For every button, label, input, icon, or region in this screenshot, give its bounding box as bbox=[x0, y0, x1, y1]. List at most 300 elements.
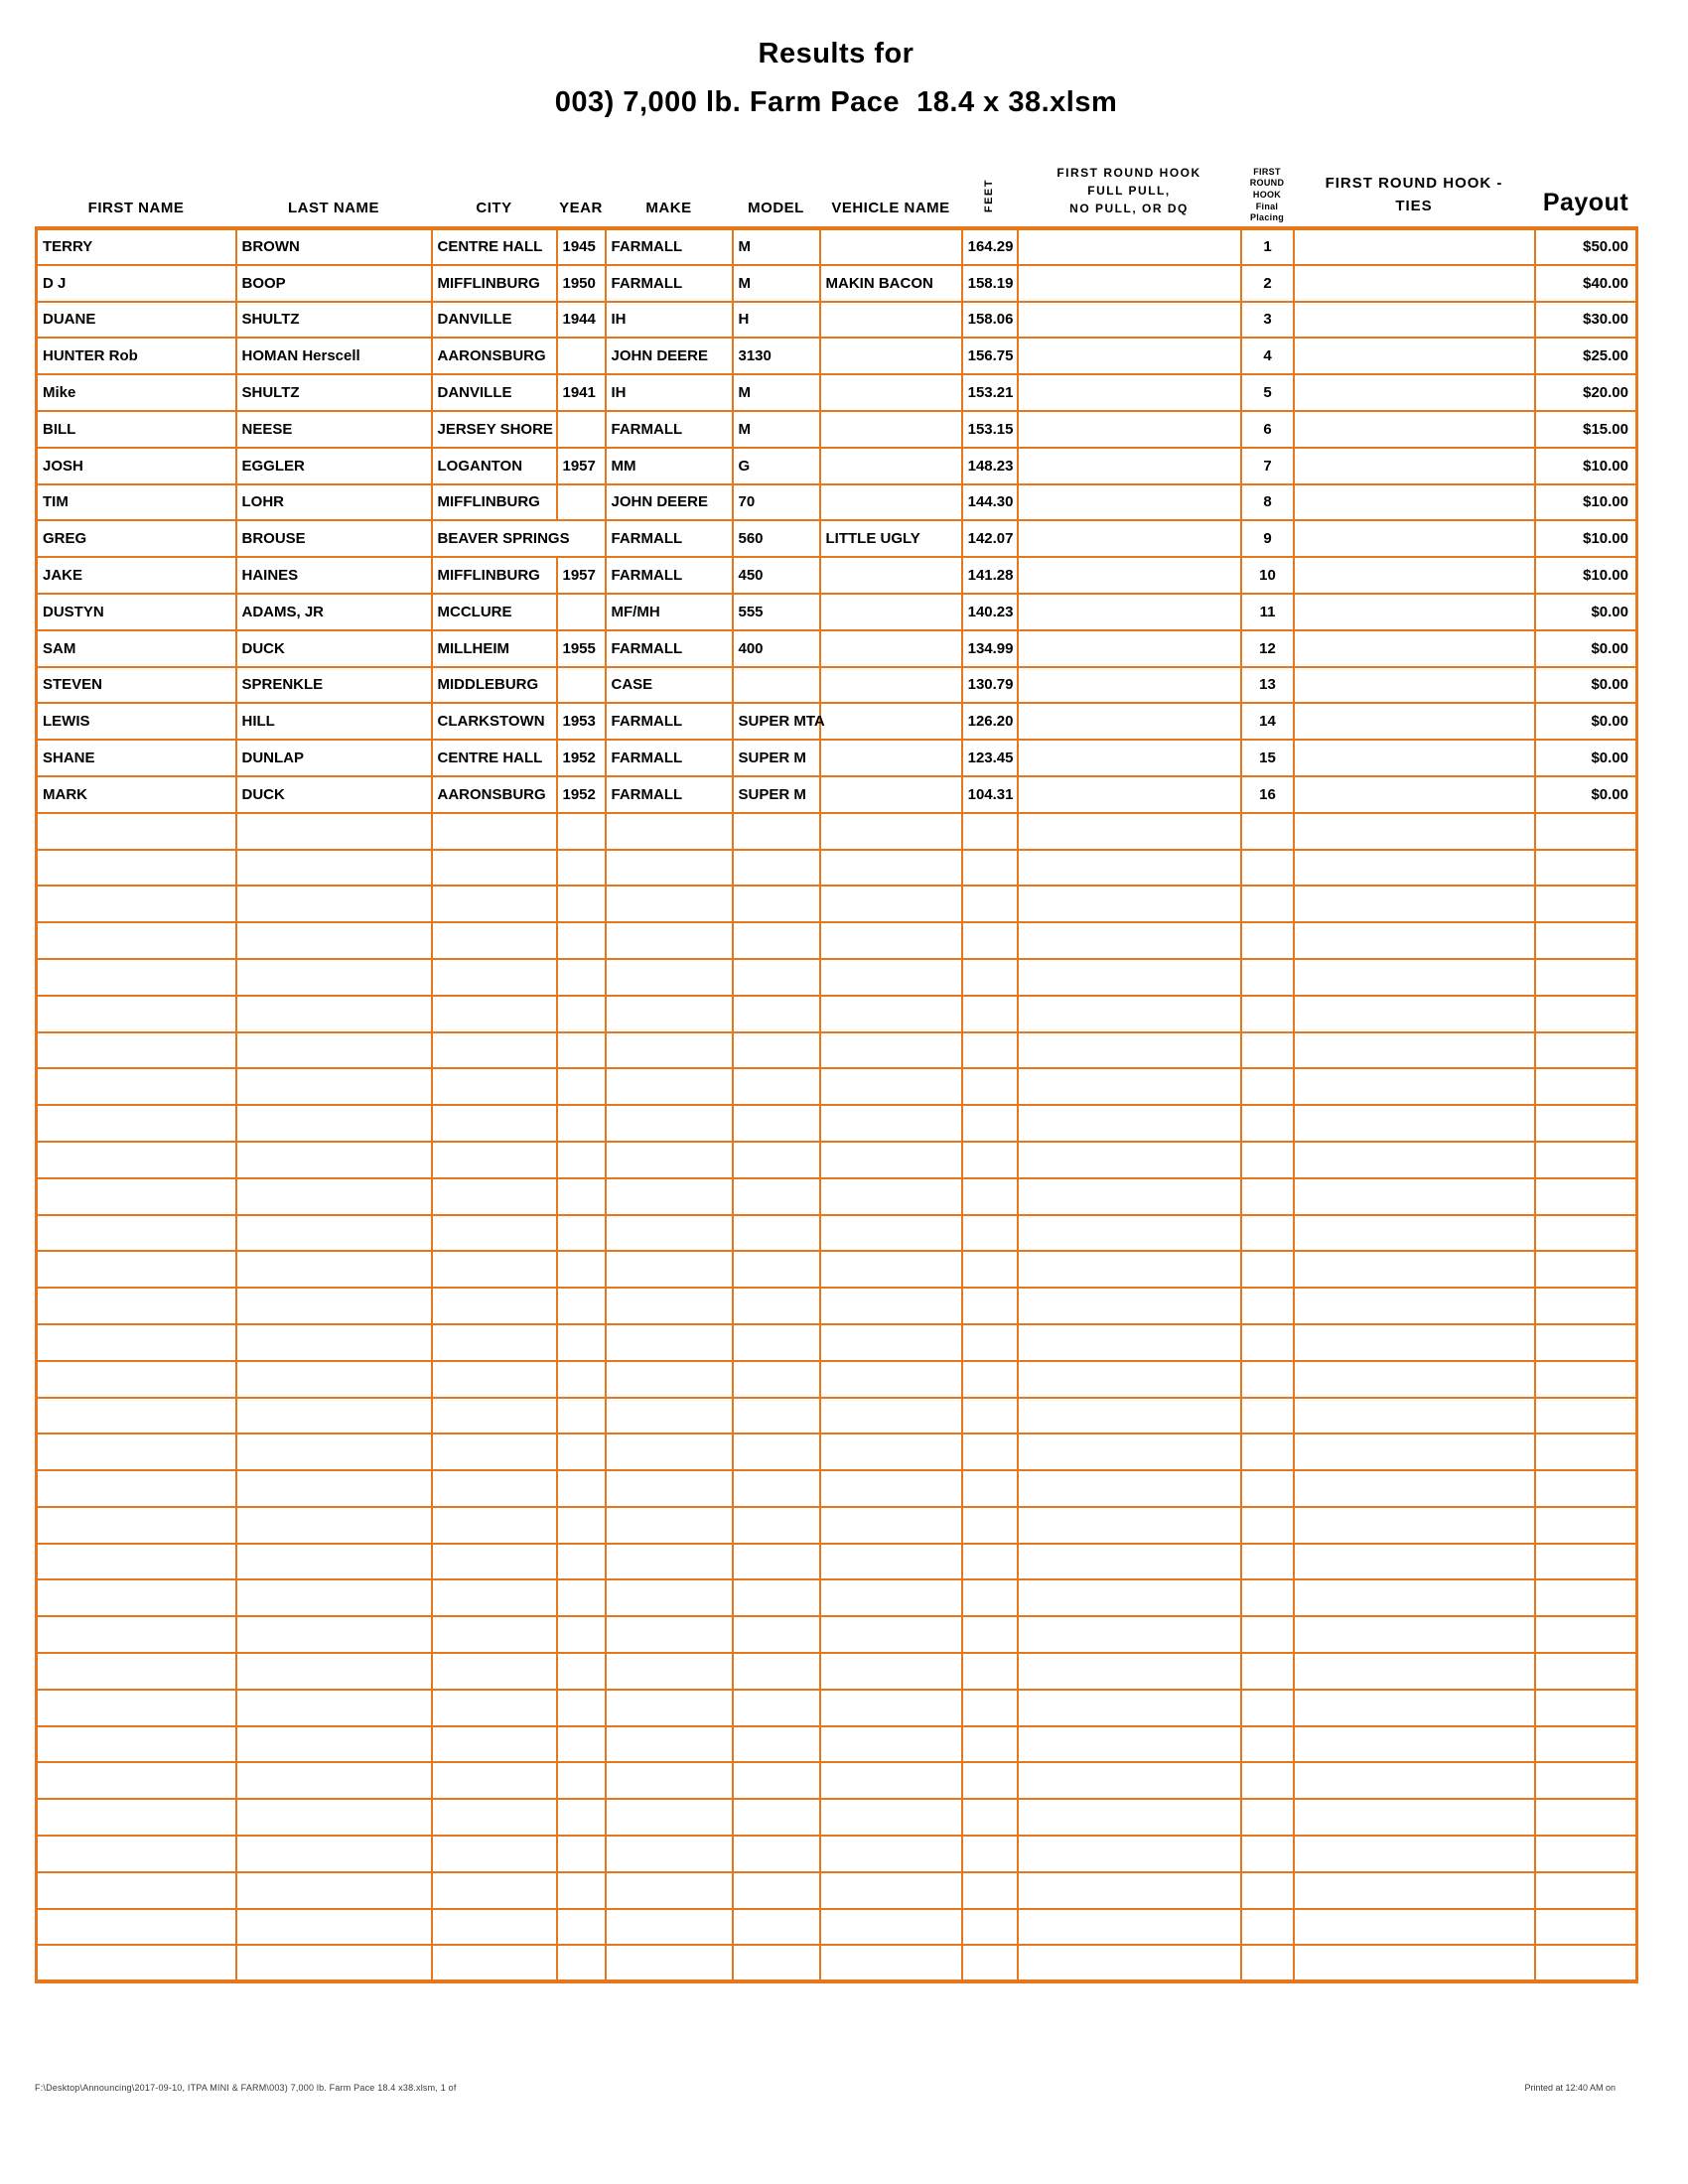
empty-table-row bbox=[37, 1690, 1637, 1726]
cell-vehicle-name bbox=[820, 484, 962, 521]
cell-payout bbox=[1535, 996, 1637, 1032]
cell-first-name: TIM bbox=[37, 484, 236, 521]
cell-feet bbox=[962, 996, 1018, 1032]
cell-make bbox=[606, 1726, 733, 1763]
cell-make: JOHN DEERE bbox=[606, 338, 733, 374]
cell-make bbox=[606, 1251, 733, 1288]
cell-feet: 153.21 bbox=[962, 374, 1018, 411]
empty-table-row bbox=[37, 1251, 1637, 1288]
cell-first-name: STEVEN bbox=[37, 667, 236, 704]
cell-make: FARMALL bbox=[606, 228, 733, 265]
cell-year: 1950 bbox=[557, 265, 606, 302]
cell-feet bbox=[962, 1398, 1018, 1434]
cell-make bbox=[606, 1068, 733, 1105]
cell-feet bbox=[962, 1616, 1018, 1653]
cell-last-name: BOOP bbox=[236, 265, 432, 302]
cell-full-pull bbox=[1018, 1872, 1241, 1909]
cell-last-name: HAINES bbox=[236, 557, 432, 594]
cell-full-pull bbox=[1018, 1544, 1241, 1580]
cell-last-name: HOMAN Herscell bbox=[236, 338, 432, 374]
cell-first-name bbox=[37, 1068, 236, 1105]
cell-vehicle-name bbox=[820, 448, 962, 484]
cell-placing bbox=[1241, 1909, 1294, 1946]
cell-model: SUPER MTA bbox=[733, 703, 820, 740]
cell-feet: 156.75 bbox=[962, 338, 1018, 374]
cell-vehicle-name bbox=[820, 1507, 962, 1544]
page-title: Results for bbox=[758, 38, 914, 69]
cell-year bbox=[557, 1836, 606, 1872]
cell-full-pull bbox=[1018, 520, 1241, 557]
cell-make bbox=[606, 1799, 733, 1836]
column-header-label: LAST NAME bbox=[288, 200, 379, 216]
cell-full-pull bbox=[1018, 1032, 1241, 1069]
cell-placing bbox=[1241, 1324, 1294, 1361]
report-sheet bbox=[35, 0, 1637, 2093]
cell-make: CASE bbox=[606, 667, 733, 704]
cell-ties bbox=[1294, 1872, 1535, 1909]
cell-feet bbox=[962, 1799, 1018, 1836]
cell-city bbox=[432, 1288, 557, 1324]
cell-payout bbox=[1535, 1945, 1637, 1981]
cell-make: FARMALL bbox=[606, 520, 733, 557]
cell-payout: $30.00 bbox=[1535, 302, 1637, 339]
cell-placing: 14 bbox=[1241, 703, 1294, 740]
cell-full-pull bbox=[1018, 265, 1241, 302]
cell-vehicle-name bbox=[820, 1872, 962, 1909]
cell-make bbox=[606, 1507, 733, 1544]
cell-feet bbox=[962, 1909, 1018, 1946]
cell-placing: 11 bbox=[1241, 594, 1294, 630]
cell-model: SUPER M bbox=[733, 740, 820, 776]
cell-full-pull bbox=[1018, 1178, 1241, 1215]
cell-model: 400 bbox=[733, 630, 820, 667]
column-header-first-round-hook-ties bbox=[1294, 151, 1535, 228]
cell-first-name bbox=[37, 1909, 236, 1946]
cell-vehicle-name bbox=[820, 228, 962, 265]
cell-city: DANVILLE bbox=[432, 302, 557, 339]
cell-last-name bbox=[236, 1470, 432, 1507]
cell-ties bbox=[1294, 886, 1535, 922]
cell-placing: 10 bbox=[1241, 557, 1294, 594]
cell-year bbox=[557, 850, 606, 887]
cell-ties bbox=[1294, 1799, 1535, 1836]
cell-city bbox=[432, 1799, 557, 1836]
cell-first-name bbox=[37, 1690, 236, 1726]
cell-last-name: SHULTZ bbox=[236, 302, 432, 339]
cell-first-name: HUNTER Rob bbox=[37, 338, 236, 374]
cell-last-name: EGGLER bbox=[236, 448, 432, 484]
cell-payout bbox=[1535, 1690, 1637, 1726]
cell-vehicle-name: LITTLE UGLY bbox=[820, 520, 962, 557]
cell-city: MIFFLINBURG bbox=[432, 557, 557, 594]
cell-vehicle-name bbox=[820, 374, 962, 411]
cell-city bbox=[432, 1544, 557, 1580]
cell-payout: $40.00 bbox=[1535, 265, 1637, 302]
cell-last-name: SPRENKLE bbox=[236, 667, 432, 704]
cell-feet bbox=[962, 1726, 1018, 1763]
cell-year bbox=[557, 1616, 606, 1653]
cell-ties bbox=[1294, 1507, 1535, 1544]
column-header-label: Payout bbox=[1542, 189, 1629, 216]
cell-full-pull bbox=[1018, 338, 1241, 374]
cell-payout bbox=[1535, 1324, 1637, 1361]
cell-ties bbox=[1294, 813, 1535, 850]
cell-ties bbox=[1294, 265, 1535, 302]
cell-first-name bbox=[37, 1653, 236, 1690]
cell-vehicle-name: MAKIN BACON bbox=[820, 265, 962, 302]
cell-full-pull bbox=[1018, 1105, 1241, 1142]
empty-table-row bbox=[37, 1726, 1637, 1763]
cell-first-name bbox=[37, 1251, 236, 1288]
cell-feet: 130.79 bbox=[962, 667, 1018, 704]
cell-last-name bbox=[236, 1032, 432, 1069]
cell-ties bbox=[1294, 1068, 1535, 1105]
cell-placing bbox=[1241, 1398, 1294, 1434]
cell-ties bbox=[1294, 1579, 1535, 1616]
cell-vehicle-name bbox=[820, 1178, 962, 1215]
table-row bbox=[37, 776, 1637, 813]
cell-first-name bbox=[37, 1215, 236, 1252]
table-row bbox=[37, 594, 1637, 630]
cell-city bbox=[432, 1251, 557, 1288]
cell-model: 3130 bbox=[733, 338, 820, 374]
cell-make: FARMALL bbox=[606, 411, 733, 448]
cell-city: LOGANTON bbox=[432, 448, 557, 484]
cell-vehicle-name bbox=[820, 703, 962, 740]
empty-table-row bbox=[37, 1507, 1637, 1544]
cell-ties bbox=[1294, 1836, 1535, 1872]
cell-city bbox=[432, 813, 557, 850]
cell-feet bbox=[962, 1872, 1018, 1909]
cell-year bbox=[557, 996, 606, 1032]
cell-full-pull bbox=[1018, 228, 1241, 265]
cell-first-name bbox=[37, 813, 236, 850]
cell-first-name: D J bbox=[37, 265, 236, 302]
cell-ties bbox=[1294, 1142, 1535, 1178]
cell-year: 1955 bbox=[557, 630, 606, 667]
cell-payout bbox=[1535, 1105, 1637, 1142]
cell-ties bbox=[1294, 1616, 1535, 1653]
cell-placing bbox=[1241, 1105, 1294, 1142]
cell-placing: 5 bbox=[1241, 374, 1294, 411]
column-header-first-round-hook-result bbox=[1018, 151, 1241, 228]
cell-payout bbox=[1535, 1433, 1637, 1470]
column-header-payout bbox=[1535, 151, 1637, 228]
empty-table-row bbox=[37, 922, 1637, 959]
cell-year bbox=[557, 667, 606, 704]
cell-make bbox=[606, 1433, 733, 1470]
cell-last-name bbox=[236, 1324, 432, 1361]
cell-first-name: SHANE bbox=[37, 740, 236, 776]
header-line: NO PULL, OR DQ bbox=[1069, 202, 1189, 215]
cell-first-name: MARK bbox=[37, 776, 236, 813]
column-header-label-vertical: FEET bbox=[983, 178, 995, 212]
cell-year bbox=[557, 1579, 606, 1616]
cell-last-name: BROUSE bbox=[236, 520, 432, 557]
header-line: ROUND bbox=[1249, 178, 1285, 189]
cell-payout bbox=[1535, 1178, 1637, 1215]
column-header-city bbox=[432, 151, 557, 228]
cell-feet bbox=[962, 886, 1018, 922]
cell-ties bbox=[1294, 448, 1535, 484]
cell-vehicle-name bbox=[820, 1324, 962, 1361]
empty-table-row bbox=[37, 1142, 1637, 1178]
cell-full-pull bbox=[1018, 1726, 1241, 1763]
cell-feet: 158.19 bbox=[962, 265, 1018, 302]
empty-table-row bbox=[37, 1288, 1637, 1324]
cell-vehicle-name bbox=[820, 1616, 962, 1653]
print-footer bbox=[35, 2083, 1635, 2093]
cell-full-pull bbox=[1018, 1836, 1241, 1872]
column-header-label: VEHICLE NAME bbox=[831, 200, 950, 216]
cell-placing bbox=[1241, 886, 1294, 922]
cell-full-pull bbox=[1018, 1324, 1241, 1361]
cell-vehicle-name bbox=[820, 959, 962, 996]
cell-feet: 123.45 bbox=[962, 740, 1018, 776]
cell-city bbox=[432, 1470, 557, 1507]
cell-make bbox=[606, 922, 733, 959]
cell-city: AARONSBURG bbox=[432, 338, 557, 374]
cell-last-name bbox=[236, 886, 432, 922]
cell-year bbox=[557, 922, 606, 959]
table-row bbox=[37, 228, 1637, 265]
cell-model bbox=[733, 1324, 820, 1361]
cell-city bbox=[432, 1653, 557, 1690]
cell-vehicle-name bbox=[820, 1799, 962, 1836]
cell-first-name bbox=[37, 922, 236, 959]
cell-last-name bbox=[236, 1799, 432, 1836]
cell-full-pull bbox=[1018, 594, 1241, 630]
cell-payout bbox=[1535, 1836, 1637, 1872]
cell-full-pull bbox=[1018, 667, 1241, 704]
cell-placing bbox=[1241, 1251, 1294, 1288]
cell-feet bbox=[962, 1361, 1018, 1398]
cell-year bbox=[557, 1361, 606, 1398]
cell-make bbox=[606, 1142, 733, 1178]
cell-first-name bbox=[37, 1142, 236, 1178]
cell-make bbox=[606, 1215, 733, 1252]
cell-placing bbox=[1241, 1361, 1294, 1398]
empty-table-row bbox=[37, 1324, 1637, 1361]
cell-ties bbox=[1294, 740, 1535, 776]
cell-vehicle-name bbox=[820, 1105, 962, 1142]
cell-city bbox=[432, 1324, 557, 1361]
cell-city bbox=[432, 886, 557, 922]
cell-last-name: DUCK bbox=[236, 776, 432, 813]
cell-model bbox=[733, 1142, 820, 1178]
cell-model bbox=[733, 1544, 820, 1580]
empty-table-row bbox=[37, 1215, 1637, 1252]
cell-city: MCCLURE bbox=[432, 594, 557, 630]
cell-last-name: LOHR bbox=[236, 484, 432, 521]
cell-feet: 142.07 bbox=[962, 520, 1018, 557]
cell-full-pull bbox=[1018, 411, 1241, 448]
cell-full-pull bbox=[1018, 886, 1241, 922]
cell-vehicle-name bbox=[820, 996, 962, 1032]
cell-make bbox=[606, 1398, 733, 1434]
cell-full-pull bbox=[1018, 374, 1241, 411]
cell-year bbox=[557, 1909, 606, 1946]
cell-placing bbox=[1241, 959, 1294, 996]
cell-make bbox=[606, 1032, 733, 1069]
cell-full-pull bbox=[1018, 703, 1241, 740]
cell-year bbox=[557, 813, 606, 850]
cell-vehicle-name bbox=[820, 850, 962, 887]
cell-placing: 12 bbox=[1241, 630, 1294, 667]
cell-last-name bbox=[236, 1653, 432, 1690]
cell-city bbox=[432, 1032, 557, 1069]
cell-model bbox=[733, 1398, 820, 1434]
cell-vehicle-name bbox=[820, 1690, 962, 1726]
table-row bbox=[37, 374, 1637, 411]
cell-feet bbox=[962, 1105, 1018, 1142]
cell-last-name: SHULTZ bbox=[236, 374, 432, 411]
cell-ties bbox=[1294, 1726, 1535, 1763]
cell-payout bbox=[1535, 1653, 1637, 1690]
column-header-feet bbox=[962, 151, 1018, 228]
empty-table-row bbox=[37, 1653, 1637, 1690]
cell-make: MM bbox=[606, 448, 733, 484]
table-row bbox=[37, 338, 1637, 374]
column-header-multiline bbox=[1294, 172, 1535, 218]
empty-table-row bbox=[37, 1361, 1637, 1398]
cell-city: MIDDLEBURG bbox=[432, 667, 557, 704]
cell-full-pull bbox=[1018, 1398, 1241, 1434]
cell-ties bbox=[1294, 959, 1535, 996]
cell-full-pull bbox=[1018, 302, 1241, 339]
cell-model bbox=[733, 1032, 820, 1069]
cell-payout bbox=[1535, 959, 1637, 996]
cell-placing bbox=[1241, 922, 1294, 959]
cell-full-pull bbox=[1018, 448, 1241, 484]
cell-year bbox=[557, 1945, 606, 1981]
cell-vehicle-name bbox=[820, 813, 962, 850]
cell-placing bbox=[1241, 1836, 1294, 1872]
cell-payout bbox=[1535, 1799, 1637, 1836]
cell-year bbox=[557, 886, 606, 922]
cell-last-name bbox=[236, 1251, 432, 1288]
cell-vehicle-name bbox=[820, 1470, 962, 1507]
cell-city bbox=[432, 1726, 557, 1763]
cell-city bbox=[432, 1579, 557, 1616]
cell-make bbox=[606, 1178, 733, 1215]
results-table-header bbox=[37, 151, 1637, 228]
cell-placing bbox=[1241, 850, 1294, 887]
cell-model bbox=[733, 1909, 820, 1946]
cell-model: M bbox=[733, 374, 820, 411]
page-subtitle-filename: 003) 7,000 lb. Farm Pace 18.4 x 38.xlsm bbox=[554, 86, 1118, 118]
cell-year bbox=[557, 594, 606, 630]
table-row bbox=[37, 740, 1637, 776]
cell-make bbox=[606, 996, 733, 1032]
cell-payout bbox=[1535, 1909, 1637, 1946]
empty-table-row bbox=[37, 996, 1637, 1032]
cell-vehicle-name bbox=[820, 1251, 962, 1288]
cell-ties bbox=[1294, 1653, 1535, 1690]
cell-year bbox=[557, 1178, 606, 1215]
cell-city: CENTRE HALL bbox=[432, 228, 557, 265]
cell-city bbox=[432, 850, 557, 887]
cell-feet bbox=[962, 1288, 1018, 1324]
cell-placing bbox=[1241, 1872, 1294, 1909]
cell-feet bbox=[962, 1251, 1018, 1288]
cell-model: 450 bbox=[733, 557, 820, 594]
empty-table-row bbox=[37, 1909, 1637, 1946]
cell-payout: $0.00 bbox=[1535, 740, 1637, 776]
cell-payout: $0.00 bbox=[1535, 594, 1637, 630]
cell-make: FARMALL bbox=[606, 740, 733, 776]
cell-ties bbox=[1294, 411, 1535, 448]
cell-feet bbox=[962, 1142, 1018, 1178]
cell-placing bbox=[1241, 1544, 1294, 1580]
cell-payout bbox=[1535, 1579, 1637, 1616]
cell-last-name bbox=[236, 1142, 432, 1178]
cell-feet: 126.20 bbox=[962, 703, 1018, 740]
cell-feet bbox=[962, 1579, 1018, 1616]
cell-placing bbox=[1241, 1653, 1294, 1690]
cell-vehicle-name bbox=[820, 1544, 962, 1580]
cell-city bbox=[432, 1433, 557, 1470]
cell-first-name bbox=[37, 850, 236, 887]
cell-ties bbox=[1294, 594, 1535, 630]
cell-make bbox=[606, 1909, 733, 1946]
empty-table-row bbox=[37, 1544, 1637, 1580]
cell-city bbox=[432, 1178, 557, 1215]
cell-last-name bbox=[236, 1105, 432, 1142]
column-header-multiline bbox=[1241, 167, 1294, 224]
cell-first-name bbox=[37, 1544, 236, 1580]
cell-ties bbox=[1294, 557, 1535, 594]
cell-vehicle-name bbox=[820, 1909, 962, 1946]
cell-payout: $10.00 bbox=[1535, 448, 1637, 484]
cell-payout bbox=[1535, 1872, 1637, 1909]
cell-placing: 7 bbox=[1241, 448, 1294, 484]
cell-feet bbox=[962, 959, 1018, 996]
cell-vehicle-name bbox=[820, 594, 962, 630]
cell-last-name bbox=[236, 1909, 432, 1946]
header-line: Placing bbox=[1249, 212, 1285, 223]
cell-placing bbox=[1241, 1032, 1294, 1069]
empty-table-row bbox=[37, 1836, 1637, 1872]
cell-make bbox=[606, 1288, 733, 1324]
cell-ties bbox=[1294, 630, 1535, 667]
cell-feet: 140.23 bbox=[962, 594, 1018, 630]
cell-feet bbox=[962, 1507, 1018, 1544]
cell-last-name: BROWN bbox=[236, 228, 432, 265]
cell-year bbox=[557, 1799, 606, 1836]
cell-year: 1957 bbox=[557, 448, 606, 484]
cell-last-name: NEESE bbox=[236, 411, 432, 448]
cell-last-name bbox=[236, 1398, 432, 1434]
cell-city bbox=[432, 1105, 557, 1142]
cell-placing: 2 bbox=[1241, 265, 1294, 302]
cell-payout: $25.00 bbox=[1535, 338, 1637, 374]
cell-payout: $10.00 bbox=[1535, 484, 1637, 521]
cell-placing: 16 bbox=[1241, 776, 1294, 813]
table-row bbox=[37, 302, 1637, 339]
cell-ties bbox=[1294, 1690, 1535, 1726]
empty-table-row bbox=[37, 959, 1637, 996]
cell-vehicle-name bbox=[820, 1726, 962, 1763]
cell-feet bbox=[962, 1690, 1018, 1726]
cell-first-name bbox=[37, 1945, 236, 1981]
cell-last-name bbox=[236, 1762, 432, 1799]
column-header-vehicle-name bbox=[820, 151, 962, 228]
cell-payout bbox=[1535, 1251, 1637, 1288]
cell-full-pull bbox=[1018, 1945, 1241, 1981]
cell-make bbox=[606, 1653, 733, 1690]
cell-payout: $0.00 bbox=[1535, 776, 1637, 813]
